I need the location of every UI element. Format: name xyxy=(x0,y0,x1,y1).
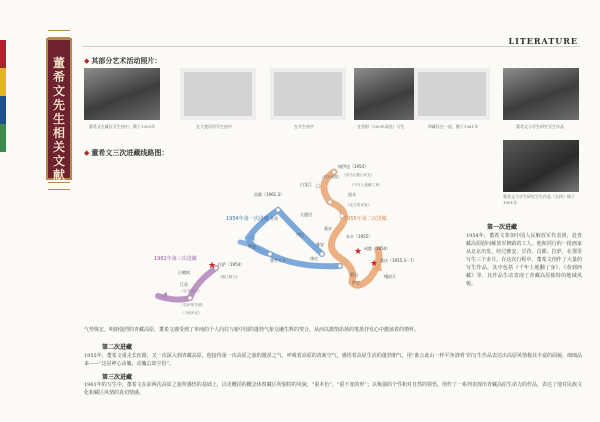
second-trip-title: 第二次进藏 xyxy=(102,344,133,351)
title-ornament-bottom xyxy=(48,182,70,190)
place-label: 甘孜 xyxy=(270,216,278,221)
work-label: 《三峡风光》 xyxy=(180,311,202,315)
photo-large-caption: 董希文与学生研究写生作品（右四）摄于1961年 xyxy=(503,194,575,205)
node xyxy=(338,264,342,268)
node xyxy=(332,170,336,174)
work-label: 《春到西藏》 xyxy=(320,175,342,179)
node xyxy=(320,252,324,256)
photo-large xyxy=(503,140,579,192)
place-label: 重庆（1955.3－7） xyxy=(380,258,417,263)
place-label: 锡伊达（1954） xyxy=(338,164,369,169)
second-trip-text: 1955年，董希文重走长征路，又一次深入到青藏高原。他接待第一次高原之旅的激昂之气，呼吸着高原的清新空气，感悟着高原生活的蓬勃朝气，用“谁言此山一样平净清明”的写生作品表达出高原风情极其丰富的面貌，细细品来——“这是神心动魄，动魄忘却尘俗”。 xyxy=(84,353,582,367)
place-label: 大渡河 xyxy=(300,212,312,217)
photo-3 xyxy=(270,68,346,120)
photos-heading xyxy=(84,56,161,66)
third-trip-text: 1961年的写生中，董希文在前两次高原之旅所感悟的基础上，以更概括的概念体察藏区所独特的风貌，“重本色”，“重不变的形”；以极强的个性和对自然的领悟，创作了一系列表现出青藏高原生命力的作品，表达了他对民族文化和藏区风情的真切情感。 xyxy=(84,382,582,396)
star-icon: ★ xyxy=(208,261,217,271)
first-trip-title: 第一次进藏 xyxy=(487,224,518,231)
star-icon: ★ xyxy=(370,259,379,269)
color-bar-yellow xyxy=(0,68,6,96)
photo-caption-4: 在贵阳（500米高处）写生 xyxy=(357,124,405,129)
node xyxy=(316,184,320,188)
place-label: 成都（1954） xyxy=(364,246,391,251)
route-label-third: 1961年第三次进藏 xyxy=(154,256,197,262)
work-label: 《拉萨的早晨》 xyxy=(180,303,206,307)
place-label: 拉萨（1954） xyxy=(218,262,245,267)
side-title: 董希文先生相关文献 xyxy=(52,56,65,182)
third-trip-title: 第三次进藏 xyxy=(102,374,133,381)
photo-caption-3: 在写生途中 xyxy=(294,124,314,129)
star-icon: ★ xyxy=(354,247,363,257)
place-label: 江孜 xyxy=(180,282,188,287)
place-label: 康定 xyxy=(310,256,318,261)
node xyxy=(268,252,272,256)
work-label: 《北方的来客》 xyxy=(346,203,372,207)
photo-caption-6: 董希文与学生研究写生作品 xyxy=(516,124,564,129)
work-label: 《喜马拉雅山风光》 xyxy=(342,173,375,177)
place-label: 林芝 xyxy=(248,244,256,249)
photo-6 xyxy=(503,68,579,120)
side-title-panel xyxy=(46,38,72,180)
node xyxy=(188,296,192,300)
color-bar-green xyxy=(0,124,6,152)
place-label: 白龙江 xyxy=(300,182,312,187)
route-label-second: 1955年第二次进藏 xyxy=(344,216,387,222)
intro-text: 气势恢宏，明朗强烈的青藏高原，董希文感受到了单纯的个人向往与新中国的蓬勃气象交融生辉的契合，从而以激情昂扬的笔墨抒发心中激荡着的情怀。 xyxy=(84,327,420,333)
place-label: 日喀则 xyxy=(178,270,190,275)
section-label: LITERATURE xyxy=(508,36,578,46)
title-ornament-top xyxy=(48,30,70,38)
photo-5 xyxy=(414,68,490,120)
photo-1 xyxy=(84,68,160,120)
route-label-first: 1954年第一次进藏 xyxy=(226,216,269,222)
place-label: 丹巴 xyxy=(296,232,304,237)
work-label: 《千年土地翻了身》 xyxy=(350,183,383,187)
diamond-icon: ◆ xyxy=(84,148,90,157)
place-label: 嘉木 xyxy=(324,226,332,231)
color-bar-blue xyxy=(0,96,6,124)
photo-2 xyxy=(180,68,256,120)
first-trip-text: 1954年，董希文参加中国人民解放军代表团，赴青藏高原慰问解放军修路的工人。他和同行的一批画家从北京出发，经过雅安、甘孜、昌都、拉萨，在那里写生三个多月。在这次行程中，董希文创作了大量的写生作品，其中包括《千年土地翻了身》、《春到西藏》等，其作品生动表现了青藏高原独特的地域风貌。 xyxy=(466,233,582,287)
place-label: 蒙山 xyxy=(350,272,358,277)
photos-heading-text: 其部分艺术活动照片： xyxy=(91,56,162,65)
photo-caption-1: 董希文在藏区写生途中，摄于1955年 xyxy=(88,124,156,129)
node xyxy=(276,208,280,212)
route-heading-text: 董希文三次进藏线路图： xyxy=(91,148,169,157)
place-label: 昌都（1961.3） xyxy=(254,192,284,197)
place-label: 墨竹工卡 xyxy=(270,258,286,263)
place-label: 木卡（1955） xyxy=(346,234,373,239)
divider-top xyxy=(82,46,580,47)
photo-caption-5: 和藏民在一起，摄于1961年 xyxy=(427,124,479,129)
place-label: 黑水 xyxy=(348,192,356,197)
work-label: 《江孜宗山》 xyxy=(180,289,202,293)
node xyxy=(328,200,332,204)
work-label: 《雅江晴日》 xyxy=(218,275,240,279)
color-bar-red xyxy=(0,40,6,68)
place-label: 雅安 xyxy=(316,242,324,247)
diamond-icon: ◆ xyxy=(84,56,90,65)
place-label: 峨眉天 xyxy=(384,274,396,279)
photo-caption-2: 在大渡河岸写生途中 xyxy=(196,124,232,129)
place-label: 泸定 xyxy=(352,280,360,285)
route-map xyxy=(120,150,480,320)
